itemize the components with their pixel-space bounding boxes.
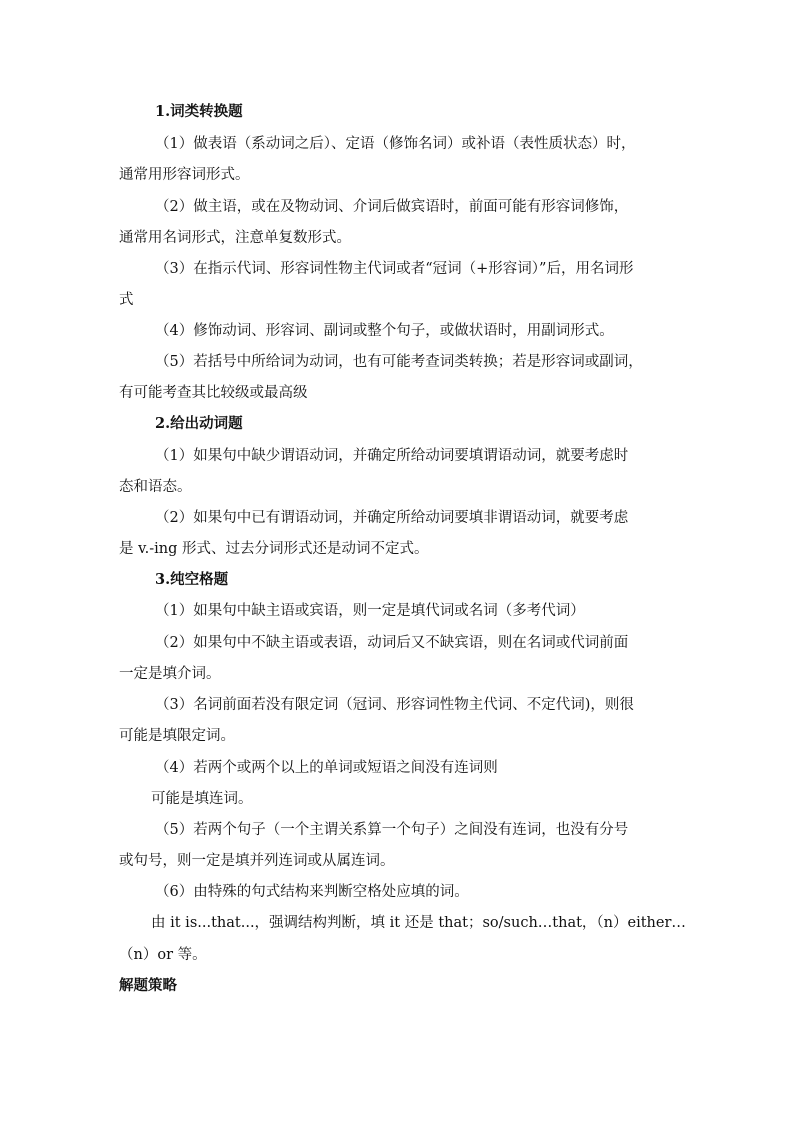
section-1-item-5-line-2: 有可能考查其比较级或最高级 bbox=[119, 385, 308, 401]
section-1-item-2-line-1: （2）做主语，或在及物动词、介词后做宾语时，前面可能有形容词修饰， bbox=[155, 199, 629, 215]
section-3-item-4-line-2: 可能是填连词。 bbox=[151, 791, 253, 807]
section-3-item-5-line-2: 或句号，则一定是填并列连词或从属连词。 bbox=[119, 853, 395, 869]
section-1-item-4-line-1: （4）修饰动词、形容词、副词或整个句子，或做状语时，用副词形式。 bbox=[155, 323, 614, 339]
section-3-item-5-line-1: （5）若两个句子（一个主谓关系算一个句子）之间没有连词，也没有分号 bbox=[155, 822, 629, 838]
section-1-item-3-line-2: 式 bbox=[119, 292, 134, 308]
section-3-item-3-line-2: 可能是填限定词。 bbox=[119, 728, 235, 744]
section-3-item-4-line-1: （4）若两个或两个以上的单词或短语之间没有连词则 bbox=[155, 760, 498, 776]
section-2-item-1-line-1: （1）如果句中缺少谓语动词，并确定所给动词要填谓语动词，就要考虑时 bbox=[155, 448, 629, 464]
section-1-item-1-line-2: 通常用形容词形式。 bbox=[119, 167, 250, 183]
section-3-item-3-line-1: （3）名词前面若没有限定词（冠词、形容词性物主代词、不定代词)，则很 bbox=[155, 697, 634, 713]
section-2-heading: 2.给出动词题 bbox=[155, 415, 243, 432]
section-1-item-3-line-1: （3）在指示代词、形容词性物主代词或者“冠词（+形容词）”后，用名词形 bbox=[155, 261, 634, 277]
section-2-item-1-line-2: 态和语态。 bbox=[119, 479, 192, 495]
section-3-item-2-line-2: 一定是填介词。 bbox=[119, 666, 221, 682]
section-2-item-2-line-2: 是 v.-ing 形式、过去分词形式还是动词不定式。 bbox=[119, 541, 429, 557]
section-2-item-2-line-1: （2）如果句中已有谓语动词，并确定所给动词要填非谓语动词，就要考虑 bbox=[155, 510, 629, 526]
section-3-item-1-line-1: （1）如果句中缺主语或宾语，则一定是填代词或名词（多考代词） bbox=[155, 603, 585, 619]
strategy-heading: 解题策略 bbox=[119, 977, 177, 994]
section-3-item-7-line-1: 由 it is...that...，强调结构判断，填 it 还是 that；so/such…that，（n）either… bbox=[151, 915, 686, 931]
section-3-item-7-line-2: （n）or 等。 bbox=[119, 947, 207, 963]
section-3-item-2-line-1: （2）如果句中不缺主语或表语，动词后又不缺宾语，则在名词或代词前面 bbox=[155, 635, 629, 651]
section-3-heading: 3.纯空格题 bbox=[155, 571, 229, 588]
section-3-item-6-line-1: （6）由特殊的句式结构来判断空格处应填的词。 bbox=[155, 884, 469, 900]
section-1-item-5-line-1: （5）若括号中所给词为动词，也有可能考查词类转换；若是形容词或副词， bbox=[155, 354, 643, 370]
section-1-item-1-line-1: （1）做表语（系动词之后）、定语（修饰名词）或补语（表性质状态）时， bbox=[155, 136, 636, 152]
section-1-item-2-line-2: 通常用名词形式，注意单复数形式。 bbox=[119, 230, 351, 246]
section-1-heading: 1.词类转换题 bbox=[155, 103, 243, 120]
